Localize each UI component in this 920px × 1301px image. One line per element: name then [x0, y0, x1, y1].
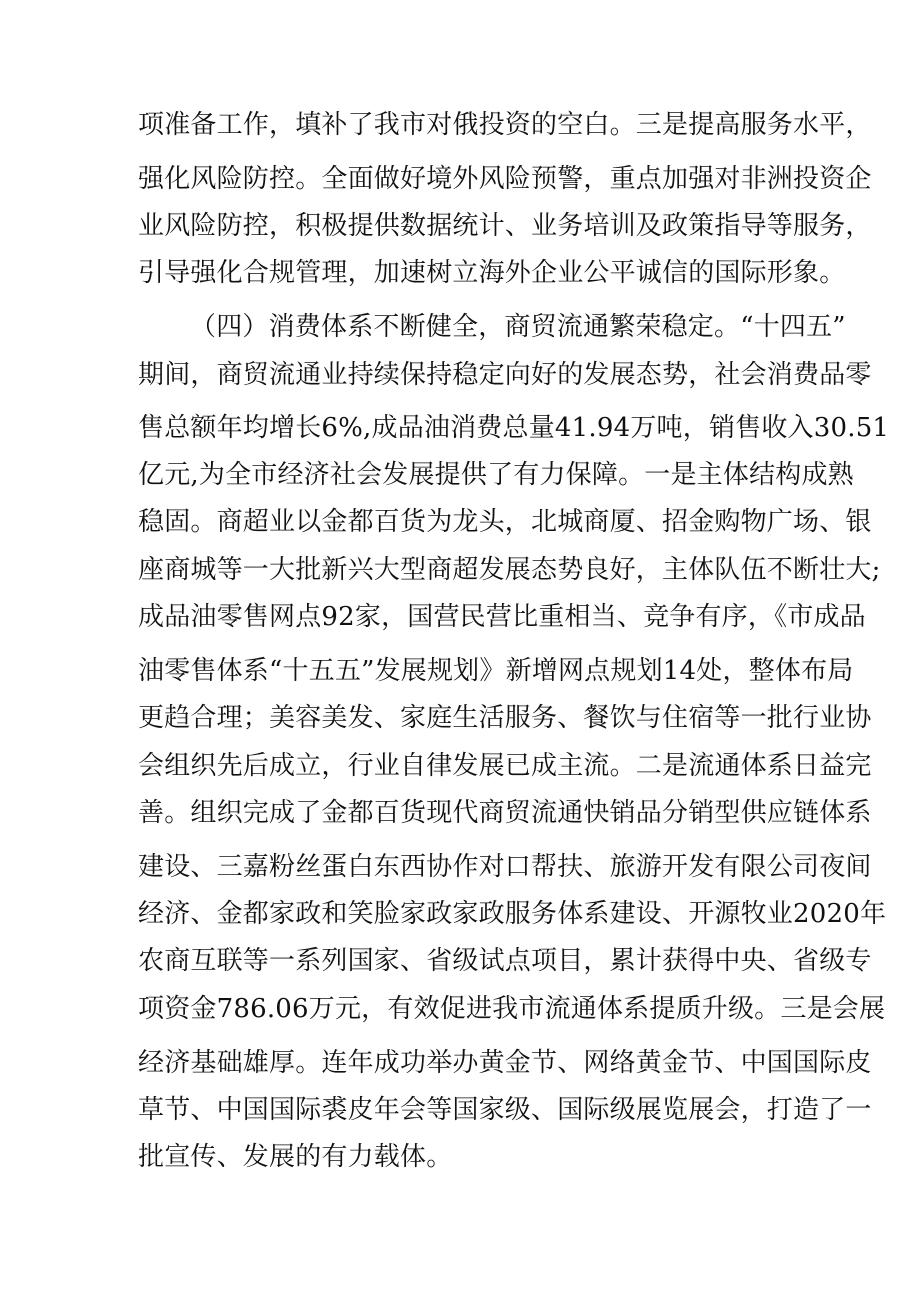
paragraph-line: 更趋合理；美容美发、家庭生活服务、餐饮与住宿等一批行业协	[138, 703, 872, 733]
paragraph-line: 经济基础雄厚。连年成功举办黄金节、网络黄金节、中国国际皮	[138, 1048, 872, 1078]
paragraph-line: 项资金786.06万元，有效促进我市流通体系提质升级。三是会展	[138, 994, 886, 1024]
paragraph-line: 业风险防控，积极提供数据统计、业务培训及政策指导等服务，	[138, 211, 872, 241]
section-heading-line: （四）消费体系不断健全，商贸流通繁荣稳定。“十四五”	[190, 312, 846, 342]
paragraph-line: 售总额年均增长6%,成品油消费总量41.94万吨，销售收入30.51	[138, 413, 890, 443]
paragraph-line: 亿元,为全市经济社会发展提供了有力保障。一是主体结构成熟	[138, 460, 854, 490]
paragraph-line: 引导强化合规管理，加速树立海外企业公平诚信的国际形象。	[138, 258, 846, 288]
paragraph-line: 经济、金都家政和笑脸家政家政服务体系建设、开源牧业2020年	[138, 899, 887, 929]
paragraph-line: 农商互联等一系列国家、省级试点项目，累计获得中央、省级专	[138, 946, 872, 976]
paragraph-line: 善。组织完成了金都百货现代商贸流通快销品分销型供应链体系	[138, 798, 872, 828]
paragraph-line: 草节、中国国际裘皮年会等国家级、国际级展览展会，打造了一	[138, 1095, 872, 1125]
paragraph-line: 油零售体系“十五五”发展规划》新增网点规划14处，整体布局	[138, 656, 854, 686]
paragraph-line: 强化风险防控。全面做好境外风险预警，重点加强对非洲投资企	[138, 164, 872, 194]
paragraph-line: 稳固。商超业以金都百货为龙头，北城商厦、招金购物广场、银	[138, 507, 872, 537]
paragraph-line: 项准备工作，填补了我市对俄投资的空白。三是提高服务水平，	[138, 110, 872, 140]
paragraph-line: 座商城等一大批新兴大型商超发展态势良好，主体队伍不断壮大;	[138, 555, 881, 585]
paragraph-line: 期间，商贸流通业持续保持稳定向好的发展态势，社会消费品零	[138, 360, 872, 390]
paragraph-line: 批宣传、发展的有力载体。	[138, 1142, 453, 1172]
paragraph-line: 会组织先后成立，行业自律发展已成主流。二是流通体系日益完	[138, 751, 872, 781]
paragraph-line: 建设、三嘉粉丝蛋白东西协作对口帮扶、旅游开发有限公司夜间	[138, 852, 872, 882]
paragraph-line: 成品油零售网点92家，国营民营比重相当、竞争有序，《市成品	[138, 602, 866, 632]
